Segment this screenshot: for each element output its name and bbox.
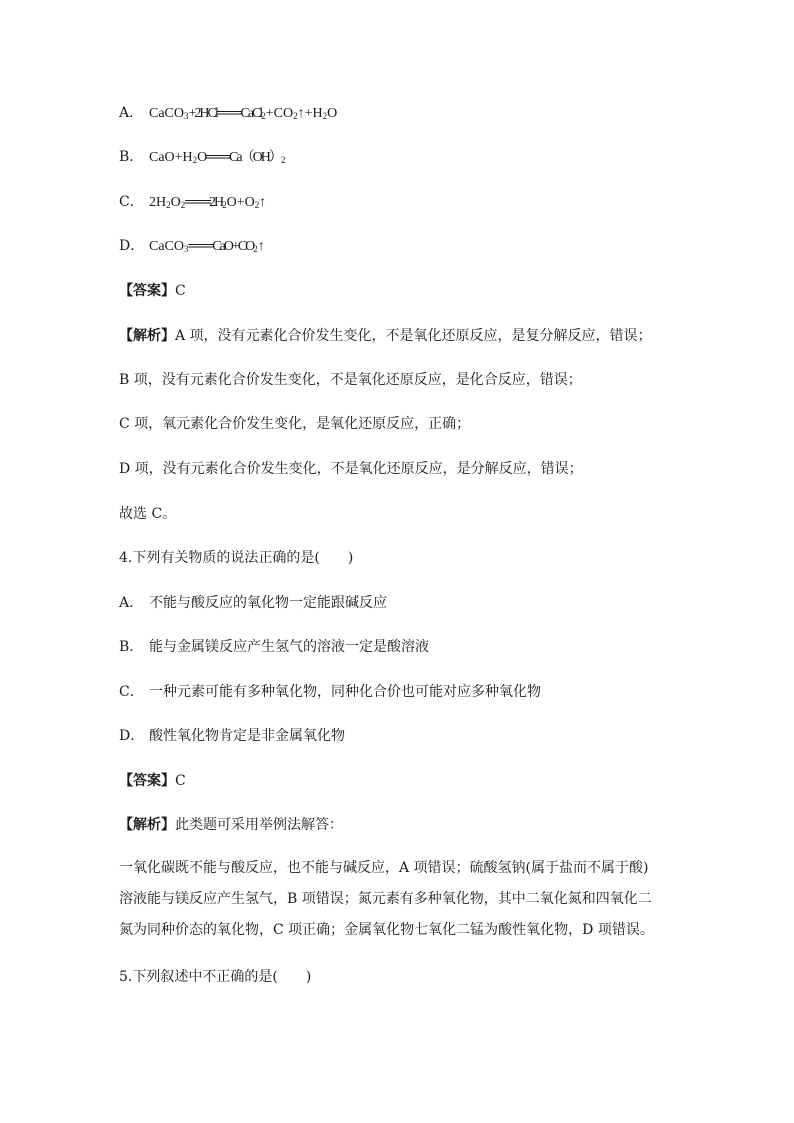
- q4-option-c: [119, 682, 541, 702]
- q4-analysis-paragraph: 一氧化碳既不能与酸反应，也不能与碱反应，A 项错误；硫酸氢钠(属于盐而不属于酸)溶液能与镁反应产生氢气，B 项错误；氮元素有多种氧化物，其中二氧化氮和四氧化二氮为同种价态的氧化物，C 项正确；金属氧化物七氧化二锰为酸性氧化物，D 项错误。: [119, 860, 654, 938]
- q4-option-d: [119, 726, 345, 746]
- option-letter: A．: [119, 595, 144, 611]
- q4-answer: [119, 771, 186, 791]
- equation-b: $CaO+H_2O═══Ca(OH)_2$: [149, 150, 286, 165]
- q3-option-c: [119, 192, 266, 213]
- q3-analysis-line-5: 故选 C。: [119, 506, 177, 522]
- option-letter: B．: [119, 639, 144, 655]
- option-letter: A．: [119, 105, 144, 121]
- q3-analysis-line-2: B 项，没有元素化合价发生变化，不是氧化还原反应，是化合反应，错误；: [119, 372, 582, 388]
- q3-option-d: [119, 236, 265, 257]
- answer-value: C: [175, 283, 186, 299]
- equation-d: $CaCO_3═══CaO+CO_2↑$: [149, 239, 265, 254]
- q4-stem: 4.下列有关物质的说法正确的是( ): [119, 550, 354, 566]
- analysis-label: 【解析】: [119, 817, 175, 833]
- q3-analysis-line-3: C 项，氧元素化合价发生变化，是氧化还原反应，正确；: [119, 416, 471, 432]
- q5-stem: 5.下列叙述中不正确的是( ): [119, 969, 312, 985]
- answer-label: 【答案】: [119, 773, 175, 789]
- q4-option-b: [119, 637, 429, 657]
- q3-option-a: [119, 103, 337, 124]
- q4-analysis-intro: 【解析】此类题可采用举例法解答：: [119, 817, 343, 833]
- option-letter: C．: [119, 194, 144, 210]
- answer-value: C: [175, 773, 186, 789]
- option-letter: D．: [119, 728, 145, 744]
- analysis-label: 【解析】: [119, 328, 175, 344]
- q3-option-b: [119, 147, 285, 168]
- q3-analysis-line-4: D 项，没有元素化合价发生变化，不是氧化还原反应，是分解反应，错误；: [119, 461, 583, 477]
- option-letter: C．: [119, 684, 144, 700]
- q3-answer: [119, 281, 186, 301]
- option-text: 一种元素可能有多种氧化物，同种化合价也可能对应多种氧化物: [149, 684, 541, 700]
- answer-label: 【答案】: [119, 283, 175, 299]
- option-text: 不能与酸反应的氧化物一定能跟碱反应: [149, 595, 387, 611]
- q3-analysis-line-1: 【解析】A 项，没有元素化合价发生变化，不是氧化还原反应，是复分解反应，错误；: [119, 328, 652, 344]
- option-letter: D．: [119, 238, 145, 254]
- equation-c: $2H_2O_2═══2H_2O+O_2↑$: [149, 195, 267, 210]
- option-text: 能与金属镁反应产生氢气的溶液一定是酸溶液: [149, 639, 429, 655]
- equation-a: $CaCO_3+2HCl═══CaCl_2+CO_2↑+H_2O$: [149, 106, 338, 121]
- option-letter: B．: [119, 149, 144, 165]
- option-text: 酸性氧化物肯定是非金属氧化物: [149, 728, 345, 744]
- q4-option-a: [119, 593, 387, 613]
